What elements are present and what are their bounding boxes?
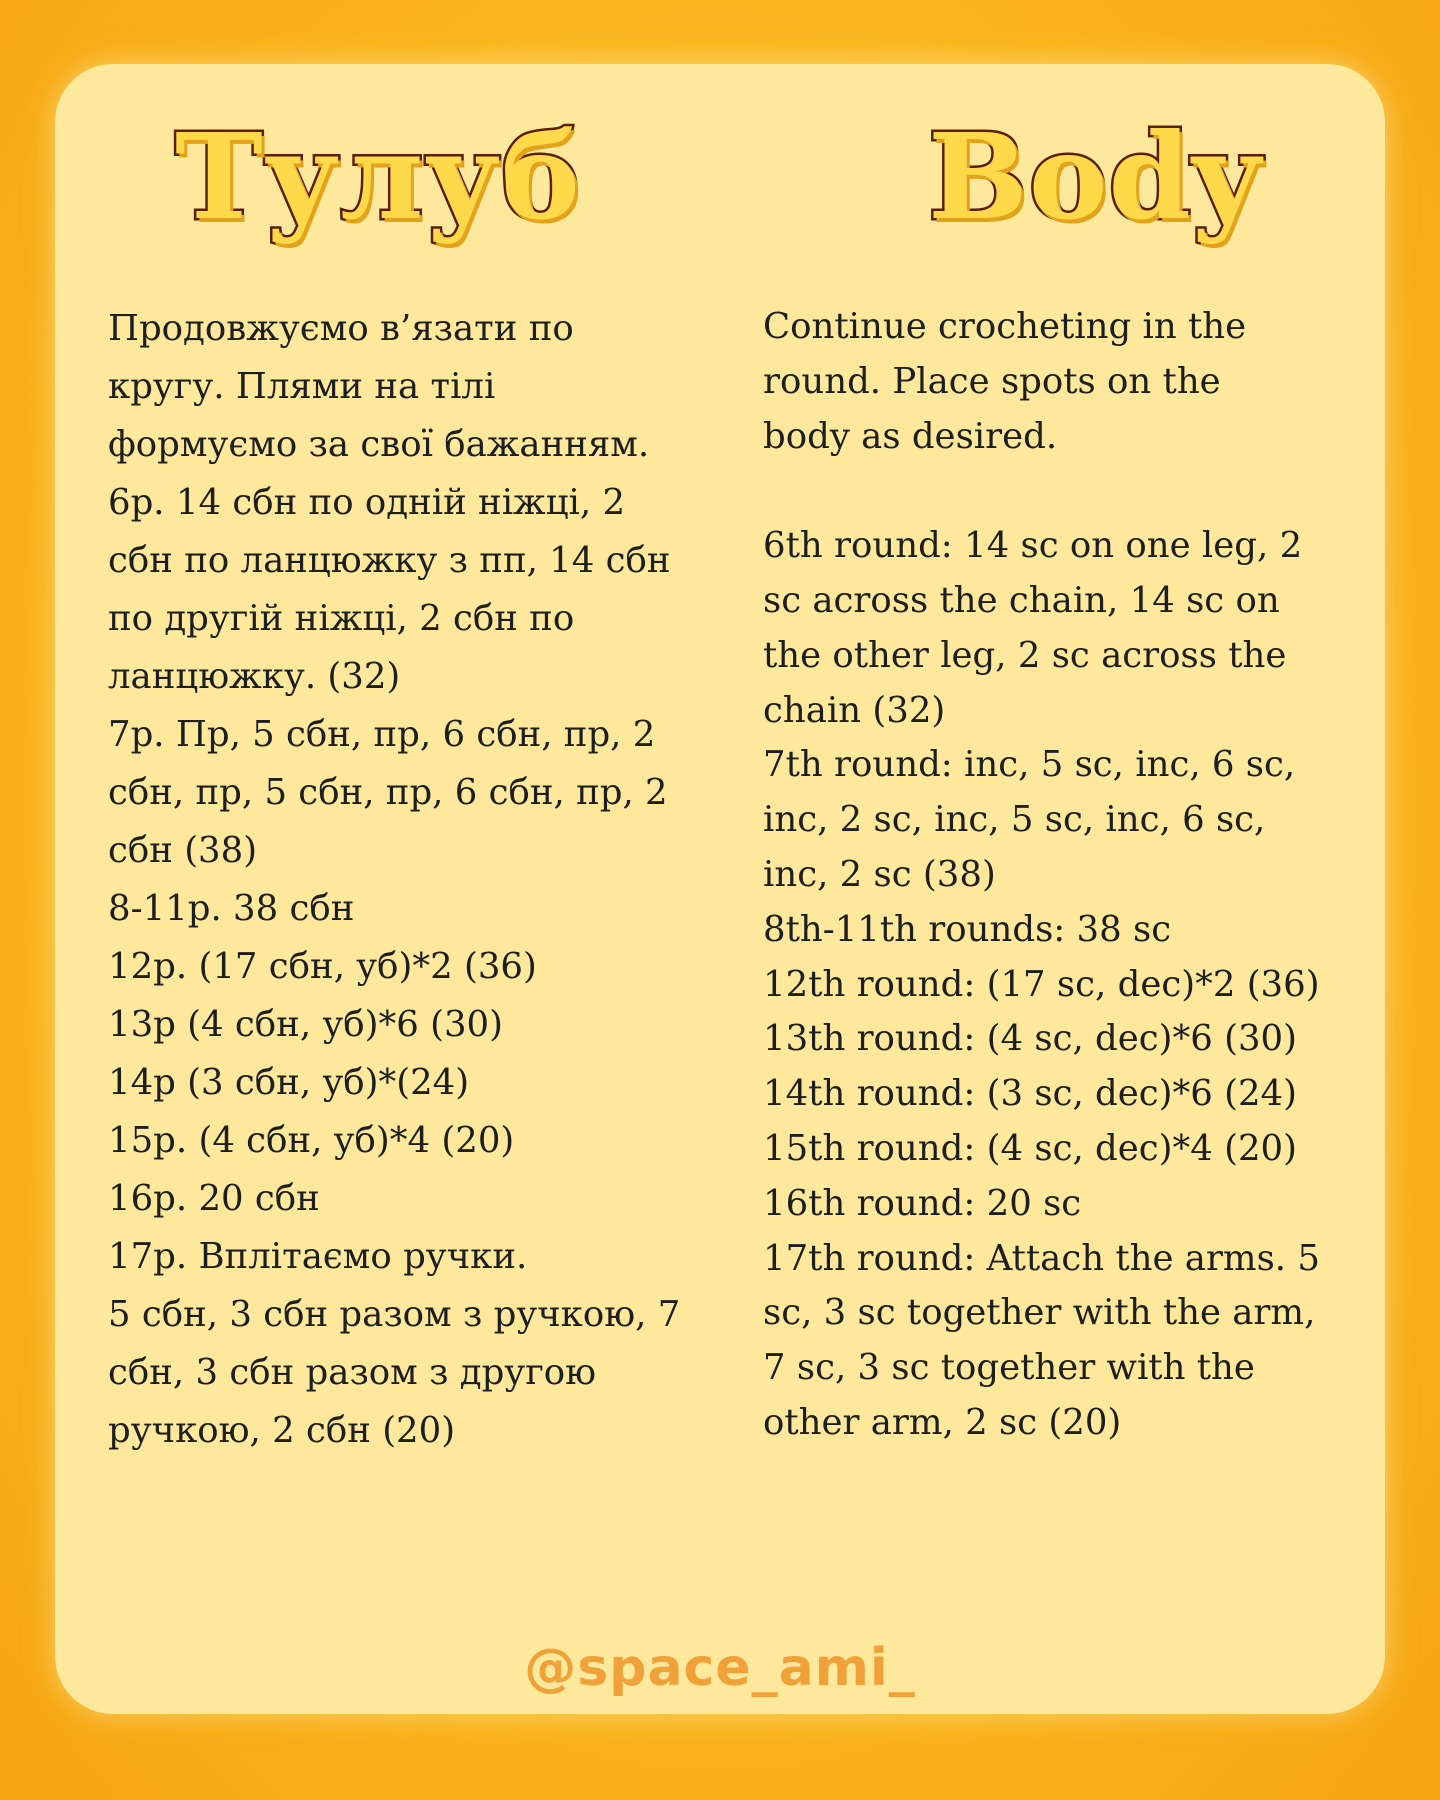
instructions-ukrainian: Продовжуємо в’язати по кругу. Плями на тілі формуємо за свої бажанням. 6р. 14 сбн по одній ніжці, 2 сбн по ланцюжку з пп, 14 сбн по другій ніжці, 2 сбн по ланцюжку. (32) 7р. Пр, 5 сбн, пр, 6 сбн, пр, 2 сбн, пр, 5 сбн, пр, 6 сбн, пр, 2 сбн (38) 8-11р. 38 сбн 12р. (17 сбн, уб)*2 (36) 13р (4 сбн, уб)*6 (30) 14р (3 сбн, уб)*(24) 15р. (4 сбн, уб)*4 (20) 16р. 20 сбн 17р. Вплітаємо ручки. 5 сбн, 3 сбн разом з ручкою, 7 сбн, 3 сбн разом з другою ручкою, 2 сбн (20) bbox=[108, 308, 681, 1451]
title-english: Body bbox=[928, 107, 1262, 246]
instructions-english: Continue crocheting in the round. Place spots on the body as desired. 6th round: 14 sc on one leg, 2 sc across the chain, 14 sc on the other leg, 2 sc across the chain (32) 7th round: inc, 5 sc, inc, 6 sc, inc, 2 sc, inc, 5 sc, inc, 6 sc, inc, 2 sc (38) 8th-11th rounds: 38 sc 12th round: (17 sc, dec)*2 (36) 13th round: (4 sc, dec)*6 (30) 14th round: (3 sc, dec)*6 (24) 15th round: (4 sc, dec)*4 (20) 16th round: 20 sc 17th round: Attach the arms. 5 sc, 3 sc together with the arm, 7 sc, 3 sc together with the other arm, 2 sc (20) bbox=[763, 306, 1320, 1443]
title-ukrainian: Тулуб bbox=[175, 107, 581, 246]
author-watermark: @space_ami_ bbox=[524, 1638, 916, 1698]
